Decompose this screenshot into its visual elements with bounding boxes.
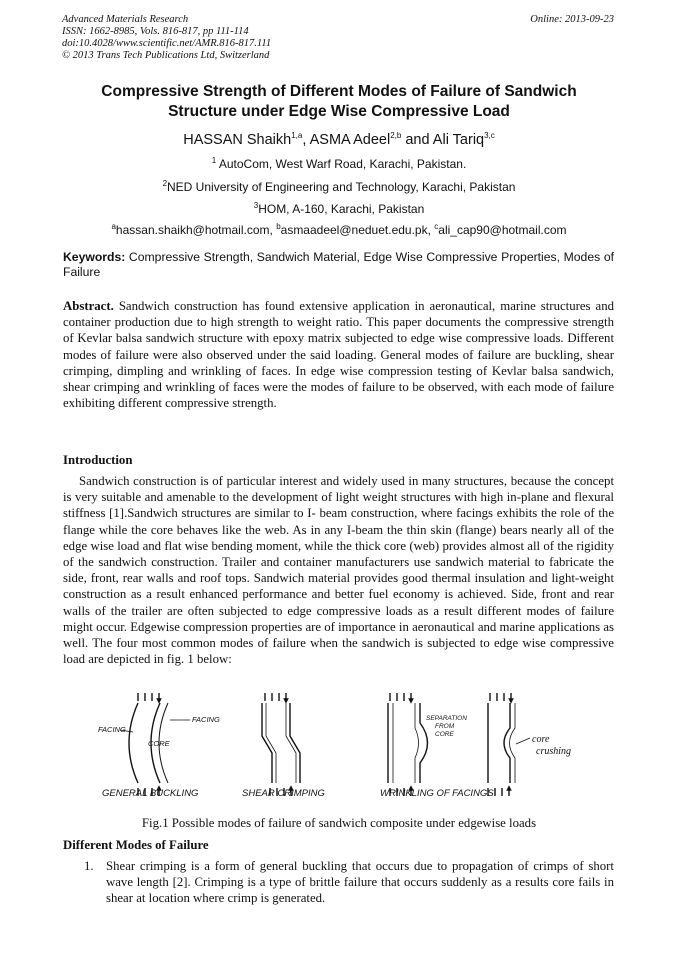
list-number: 1. [84,859,94,873]
label-core: CORE [148,739,170,748]
title-line-1: Compressive Strength of Different Modes of Failure of Sandwich [101,83,577,100]
label-facing-right: FACING [192,715,220,724]
label-wrinkling: WRINKLING OF FACINGS [380,788,494,799]
journal-header [62,14,271,62]
label-shear-crimping: SHEAR CRIMPING [242,788,325,799]
label-core-crushing-1: core [532,734,550,745]
paper-title [60,82,618,122]
keywords [63,250,614,280]
journal-name: Advanced Materials Research [62,14,189,25]
author-1-sup: 1,a [291,131,303,141]
failure-modes-figure [90,688,590,800]
label-separation-1: SEPARATION [426,715,467,722]
list-text: Shear crimping is a form of general buckling that occurs due to propagation of crimps of short wave length [2]. Crimping is a type of brittle failure that occurs suddenly as a results core fails in shear at location where crimp is generated. [106,859,614,906]
issn-line: ISSN: 1662-8985, Vols. 816-817, pp 111-114 [62,26,249,37]
author-separator: and [401,132,433,148]
affiliation-2 [60,180,618,194]
copyright-line: © 2013 Trans Tech Publications Ltd, Switzerland [62,50,270,61]
email-a[interactable]: hassan.shaikh@hotmail.com, [115,223,277,237]
doi-line: doi:10.4028/www.scientific.net/AMR.816-817.111 [62,38,272,49]
author-separator: , [302,132,310,148]
affiliation-3 [60,202,618,216]
affiliation-text: AutoCom, West Warf Road, Karachi, Pakistan. [216,157,467,171]
label-general-buckling: GENERAL BUCKLING [102,788,199,799]
modes-list [84,858,614,907]
author-2-sup: 2,b [390,131,402,141]
email-sup: c [434,222,439,231]
author-1: HASSAN Shaikh [183,132,292,148]
label-separation-3: CORE [435,731,454,738]
affiliation-1 [60,157,618,171]
label-facing-left: FACING [98,725,126,734]
abstract-text: Sandwich construction has found extensive application in aeronautical, marine structures and container production due to high strength to weight ratio. This paper documents the compressive strength of Kevlar balsa sandwich structure with epoxy matrix subjected to edge wise compressive loads. Different modes of failure were also observed under the said loading. General modes of failure are buckling, shear crimping, dimpling and wrinkling of faces. In edge wise compression testing of Kevlar balsa sandwich, shear crimping and wrinkling of faces were the modes of failure to be observed, with each mode of failure exhibiting different compressive strength. [63,299,614,411]
author-3-sup: 3,c [484,131,495,141]
abstract [63,298,614,411]
affiliation-text: HOM, A-160, Karachi, Pakistan [258,202,425,216]
label-separation-2: FROM [435,723,455,730]
author-list [60,132,618,148]
label-core-crushing-2: crushing [536,746,571,757]
abstract-label: Abstract. [63,299,114,313]
wrinkling-core-crushing-diagram [488,693,530,796]
title-line-2: Structure under Edge Wise Compressive Load [168,103,510,120]
email-sup: b [276,222,281,231]
author-3: Ali Tariq [432,132,485,148]
shear-crimping-diagram [262,693,300,796]
affiliation-sup: 2 [162,179,168,188]
affiliation-sup: 1 [211,156,217,165]
list-item [84,858,614,907]
affiliation-text: NED University of Engineering and Technology, Karachi, Pakistan [167,180,516,194]
email-line [60,223,618,237]
keywords-label: Keywords: [63,250,126,264]
figure-caption: Fig.1 Possible modes of failure of sandwich composite under edgewise loads [141,816,537,830]
affiliation-sup: 3 [253,201,259,210]
email-c[interactable]: ali_cap90@hotmail.com [438,223,567,237]
author-2: ASMA Adeel [309,132,391,148]
modes-heading: Different Modes of Failure [63,838,209,852]
email-b[interactable]: asmaadeel@neduet.edu.pk, [280,223,435,237]
email-sup: a [111,222,116,231]
introduction-heading: Introduction [63,453,133,467]
online-date: Online: 2013-09-23 [530,14,614,25]
introduction-text: Sandwich construction is of particular interest and widely used in many structures, because the concept is very suitable and amenable to the development of light weight structures with high in-plane and flexural stiffness [1].Sandwich structures are similar to I- beam construction, where facings exhibits the role of the flange while the core behaves like the web. As in any I-beam the thin skin (flange) bears nearly all of the edge wise load and flat wise bending moment, while the thick core (web) provides almost all of the rigidity of the sandwich construction. Trailer and container manufacturers use sandwich material to fabricate the side, front, rear walls and roof tops. Sandwich material provides good thermal insulation and light-weight construction as a result enhanced performance and better fuel economy is achieved. Side, front and rear walls of the trailer are often subjected to edge compressive loads as a result different modes of failure might occur. Edgewise compression properties are of importance in aeronautical and marine applications as well. The four most common modes of failure when the sandwich is subjected to edge wise compressive load are depicted in fig. 1 below: [63,474,614,667]
wrinkling-separation-diagram [388,693,428,796]
keywords-text: Compressive Strength, Sandwich Material, Edge Wise Compressive Properties, Modes of Failure [63,250,614,279]
